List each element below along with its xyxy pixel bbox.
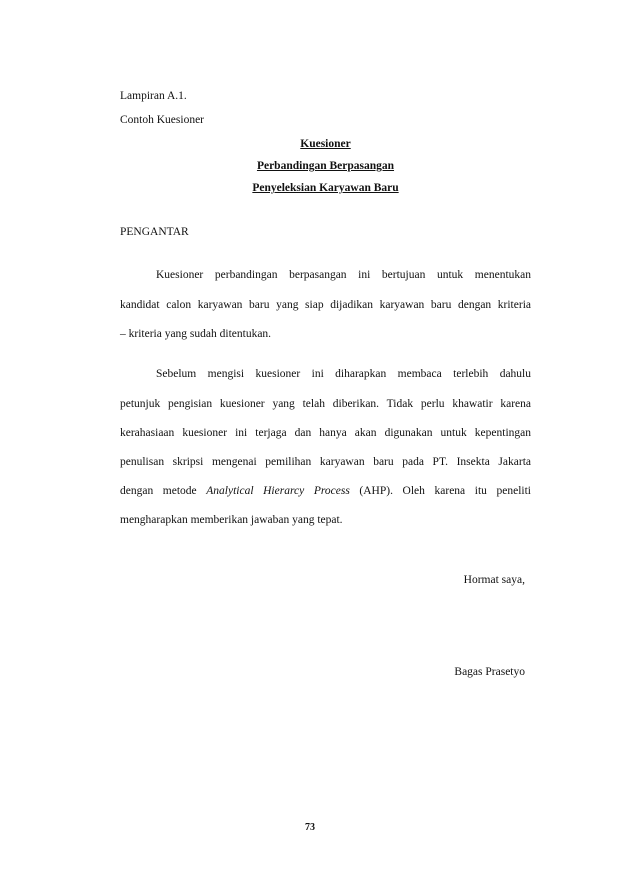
- paragraph-1-line-2: kandidat calon karyawan baru yang siap dijadikan karyawan baru dengan kriteria: [120, 299, 531, 311]
- paragraph-2-line-1: Sebelum mengisi kuesioner ini diharapkan membaca terlebih dahulu: [156, 368, 531, 380]
- section-title: PENGANTAR: [120, 226, 189, 238]
- paragraph-2-line-3: kerahasiaan kuesioner ini terjaga dan hanya akan digunakan untuk kepentingan: [120, 427, 531, 439]
- heading-line-2: Perbandingan Berpasangan: [256, 160, 395, 172]
- paragraph-2-line-6: mengharapkan memberikan jawaban yang tepat.: [120, 514, 343, 526]
- closing-greeting: Hormat saya,: [463, 574, 525, 586]
- page-number: 73: [305, 822, 315, 833]
- method-name-italic: Analytical Hierarcy Process: [206, 485, 350, 497]
- paragraph-2-line-4: penulisan skripsi mengenai pemilihan karyawan baru pada PT. Insekta Jakarta: [120, 456, 531, 468]
- heading-line-3: Penyeleksian Karyawan Baru: [252, 182, 399, 194]
- signature-name: Bagas Prasetyo: [454, 666, 525, 678]
- paragraph-1-line-3: – kriteria yang sudah ditentukan.: [120, 328, 272, 340]
- paragraph-2-line-2: petunjuk pengisian kuesioner yang telah diberikan. Tidak perlu khawatir karena: [120, 398, 531, 410]
- heading-line-1: Kuesioner: [300, 138, 351, 150]
- paragraph-1-line-1: Kuesioner perbandingan berpasangan ini bertujuan untuk menentukan: [156, 269, 531, 281]
- appendix-title: Contoh Kuesioner: [120, 114, 205, 126]
- paragraph-2-line-5: [120, 485, 531, 497]
- paragraph-2-line-5-before: dengan metode: [120, 485, 207, 497]
- paragraph-2-line-5-after: (AHP). Oleh karena itu peneliti: [349, 485, 531, 497]
- appendix-label: Lampiran A.1.: [120, 90, 187, 102]
